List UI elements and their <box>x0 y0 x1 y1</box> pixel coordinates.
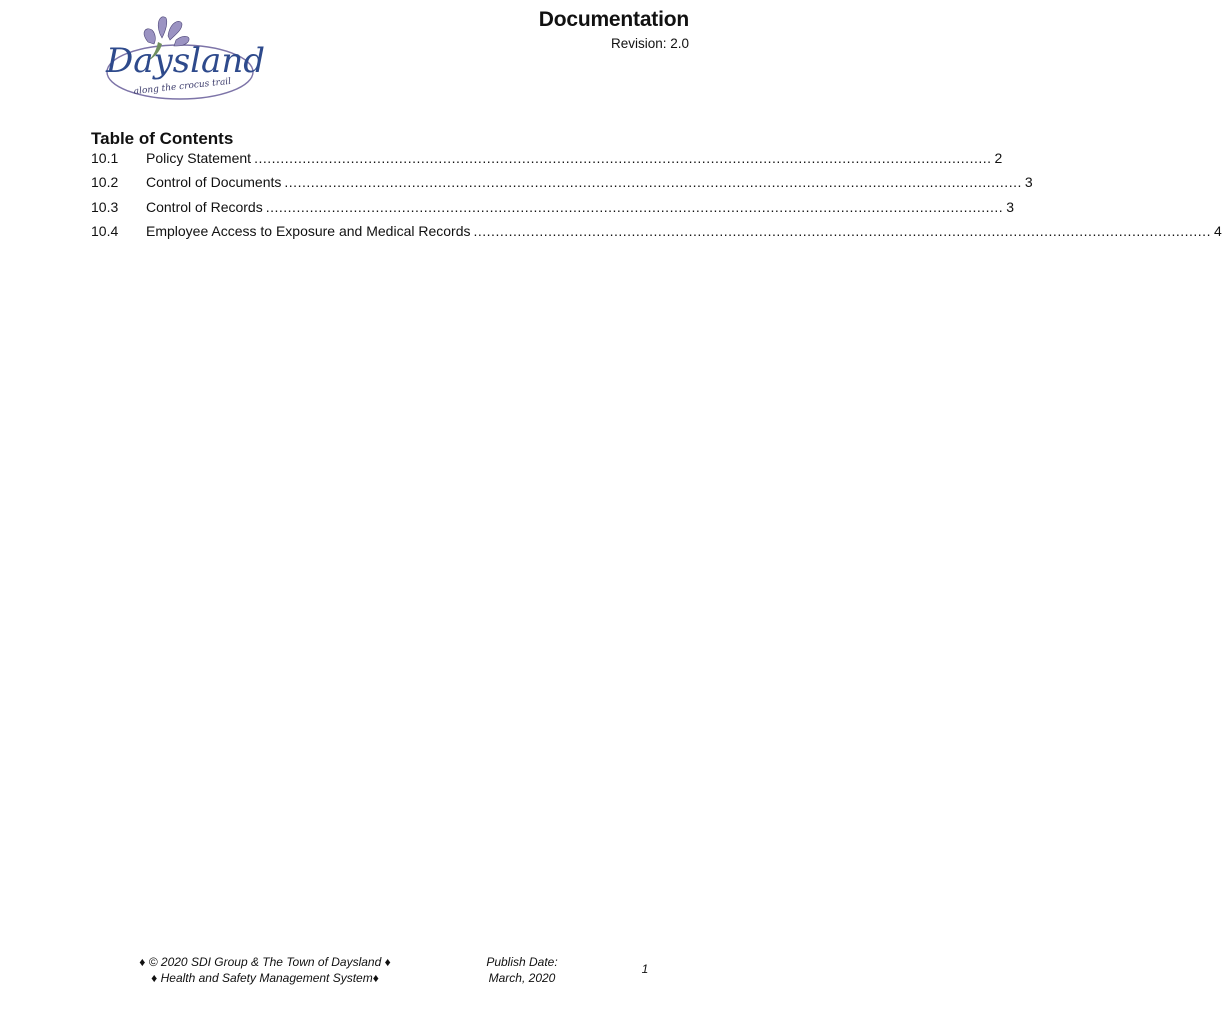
toc-entry-number: 10.1 <box>91 150 119 166</box>
logo-tagline: along the crocus trail <box>133 76 232 97</box>
logo-wordmark: Daysland <box>106 41 265 81</box>
footer-publish-block <box>462 954 582 986</box>
footer-system-name: ♦ Health and Safety Management System♦ <box>151 971 379 985</box>
toc-entry-title[interactable]: Control of Records <box>146 198 263 215</box>
page-number: 1 <box>641 962 649 976</box>
table-of-contents <box>91 150 1222 247</box>
toc-leader-dots: ........................................................................................................................................................................ <box>473 222 1211 239</box>
toc-entry-title[interactable]: Control of Documents <box>146 174 282 191</box>
revision-label: Revision: 2.0 <box>610 36 689 51</box>
publish-date: March, 2020 <box>488 971 556 985</box>
toc-entry-number: 10.4 <box>91 222 119 239</box>
toc-entry[interactable] <box>91 174 1033 198</box>
toc-entry-title[interactable]: Policy Statement <box>146 150 252 166</box>
footer-copyright-block <box>115 954 415 986</box>
daysland-logo <box>100 12 265 102</box>
toc-entry-number: 10.2 <box>91 174 119 191</box>
document-title: Documentation <box>538 8 689 31</box>
toc-entry-page[interactable]: 2 <box>994 150 1003 166</box>
publish-date-label: Publish Date: <box>486 955 558 969</box>
toc-entry-title[interactable]: Employee Access to Exposure and Medical Records <box>146 222 471 239</box>
toc-entry-page[interactable]: 3 <box>1024 174 1033 191</box>
toc-entry[interactable] <box>91 222 1222 247</box>
toc-entry[interactable] <box>91 198 1014 223</box>
toc-leader-dots: ........................................................................................................................................................................ <box>284 174 1022 191</box>
toc-leader-dots: ........................................................................................................................................................................ <box>265 198 1004 215</box>
toc-heading: Table of Contents <box>91 129 234 148</box>
toc-entry-page[interactable]: 4 <box>1213 222 1222 239</box>
toc-entry-number: 10.3 <box>91 198 119 215</box>
toc-entry[interactable] <box>91 150 1003 174</box>
footer-copyright: ♦ © 2020 SDI Group & The Town of Daysland ♦ <box>139 955 391 969</box>
toc-entry-page[interactable]: 3 <box>1006 198 1014 215</box>
toc-leader-dots: ........................................................................................................................................................................ <box>254 150 992 166</box>
